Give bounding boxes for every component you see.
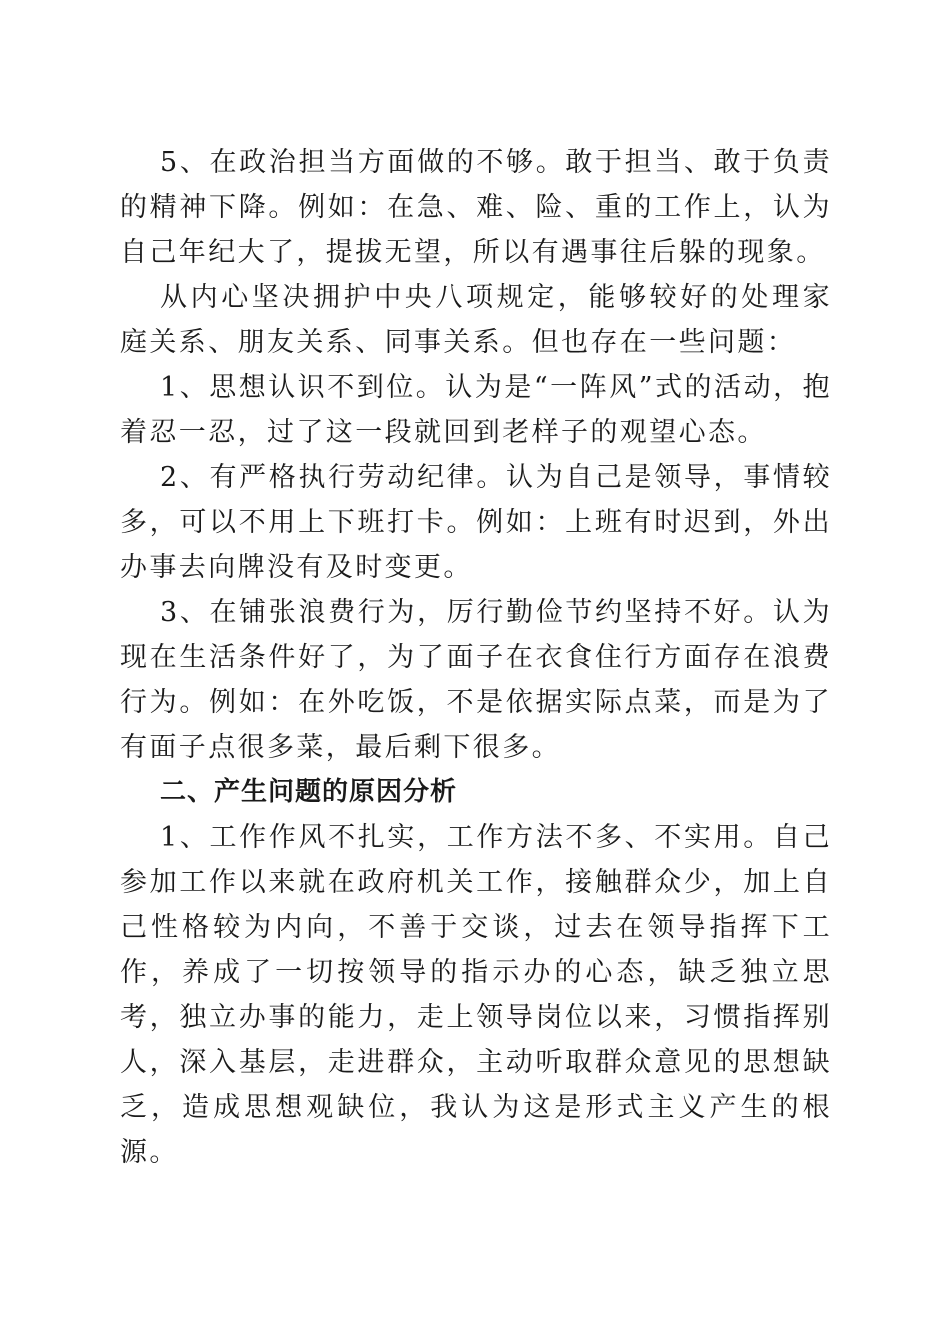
paragraph-issue-2: 2、有严格执行劳动纪律。认为自己是领导，事情较多，可以不用上下班打卡。例如：上班有时迟到，外出办事去向牌没有及时变更。 — [120, 462, 832, 583]
paragraph-issue-1: 1、思想认识不到位。认为是“一阵风”式的活动，抱着忍一忍，过了这一段就回到老样子的观望心态。 — [120, 372, 832, 448]
paragraph-cause-1: 1、工作作风不扎实，工作方法不多、不实用。自己参加工作以来就在政府机关工作，接触群众少，加上自己性格较为内向，不善于交谈，过去在领导指挥下工作，养成了一切按领导的指示办的心态，缺乏独立思考，独立办事的能力，走上领导岗位以来，习惯指挥别人，深入基层，走进群众，主动听取群众意见的思想缺乏，造成思想观缺位，我认为这是形式主义产生的根源。 — [120, 822, 832, 1168]
document-page — [120, 140, 832, 1175]
paragraph-issue-3: 3、在铺张浪费行为，厉行勤俭节约坚持不好。认为现在生活条件好了，为了面子在衣食住行方面存在浪费行为。例如：在外吃饭，不是依据实际点菜，而是为了有面子点很多菜，最后剩下很多。 — [120, 597, 832, 763]
paragraph-eight-rules-intro: 从内心坚决拥护中央八项规定，能够较好的处理家庭关系、朋友关系、同事关系。但也存在一些问题： — [120, 282, 832, 358]
section-heading-cause-analysis: 二、产生问题的原因分析 — [160, 777, 458, 807]
paragraph-political-responsibility: 5、在政治担当方面做的不够。敢于担当、敢于负责的精神下降。例如：在急、难、险、重的工作上，认为自己年纪大了，提拔无望，所以有遇事往后躲的现象。 — [120, 147, 832, 268]
